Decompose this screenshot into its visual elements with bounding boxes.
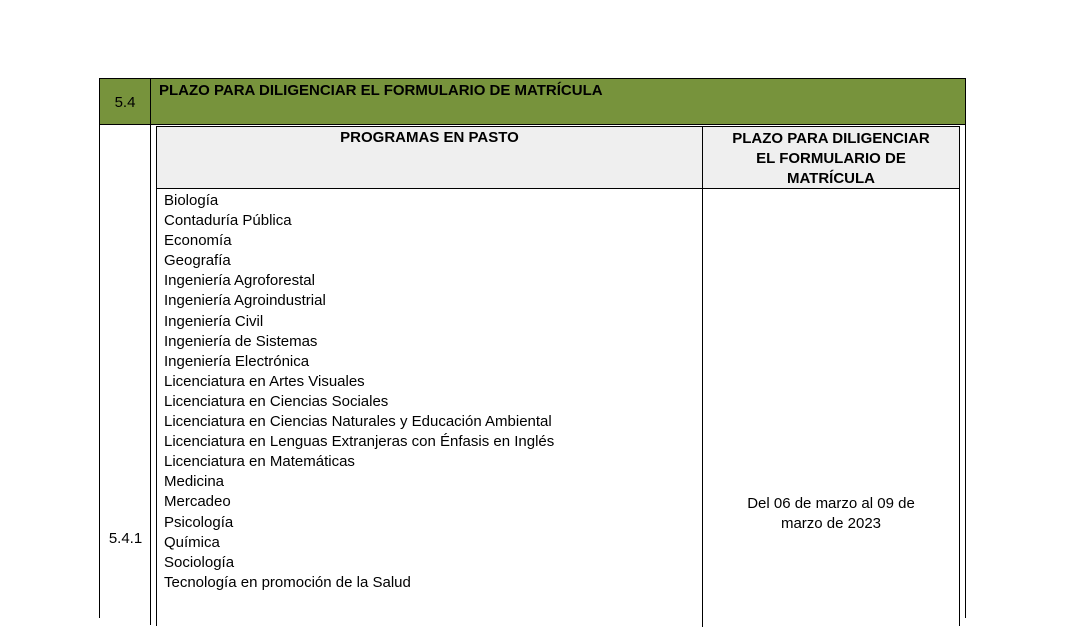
section-header-row — [100, 79, 965, 125]
list-item: Contaduría Pública — [164, 212, 292, 230]
header-deadline-line3: MATRÍCULA — [786, 170, 876, 187]
list-item: Ingeniería Civil — [164, 312, 264, 330]
section-number: 5.4 — [100, 79, 151, 124]
list-item: Geografía — [164, 252, 231, 270]
list-item: Tecnología en promoción de la Salud — [164, 573, 411, 591]
subsection-number-cell — [100, 125, 151, 625]
list-item: Sociología — [164, 553, 235, 571]
program-list — [164, 191, 554, 593]
list-item: Ingeniería de Sistemas — [164, 332, 318, 350]
header-deadline-line2: EL FORMULARIO DE — [756, 150, 906, 167]
section-title: PLAZO PARA DILIGENCIAR EL FORMULARIO DE MATRÍCULA — [159, 82, 603, 99]
list-item: Economía — [164, 232, 232, 250]
header-deadline — [703, 129, 959, 189]
subsection-number: 5.4.1 — [108, 530, 143, 547]
list-item: Licenciatura en Lenguas Extranjeras con Énfasis en Inglés — [164, 433, 555, 451]
column-divider — [702, 127, 703, 627]
list-item: Biología — [164, 192, 219, 209]
enrollment-table — [99, 78, 966, 618]
deadline-value — [703, 494, 959, 534]
programs-table — [156, 126, 960, 626]
header-programs: PROGRAMAS EN PASTO — [340, 129, 519, 146]
deadline-line2: marzo de 2023 — [780, 515, 882, 532]
list-item: Licenciatura en Ciencias Naturales y Educación Ambiental — [164, 413, 552, 431]
list-item: Medicina — [164, 473, 225, 491]
list-item: Psicología — [164, 513, 234, 531]
list-item: Ingeniería Agroindustrial — [164, 292, 326, 310]
list-item: Química — [164, 533, 220, 551]
deadline-line1: Del 06 de marzo al 09 de — [747, 495, 915, 512]
list-item: Ingeniería Electrónica — [164, 352, 310, 370]
list-item: Licenciatura en Ciencias Sociales — [164, 392, 389, 410]
header-deadline-line1: PLAZO PARA DILIGENCIAR — [732, 130, 930, 147]
list-item: Licenciatura en Artes Visuales — [164, 372, 365, 390]
list-item: Ingeniería Agroforestal — [164, 272, 315, 290]
list-item: Mercadeo — [164, 493, 231, 511]
list-item: Licenciatura en Matemáticas — [164, 453, 355, 471]
